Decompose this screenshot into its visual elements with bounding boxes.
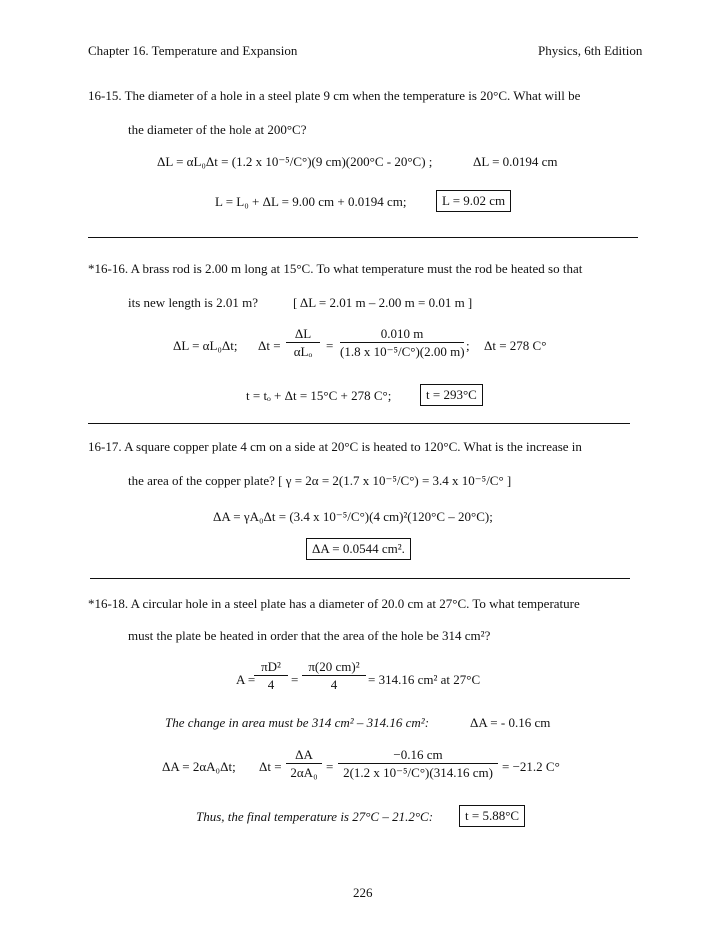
header-book: Physics, 6th Edition <box>538 43 643 58</box>
fraction-numerator: 0.010 m <box>340 327 464 343</box>
fraction-denominator: 4 <box>330 677 338 692</box>
change-text: The change in area must be 314 cm² – 314.16 cm²: <box>165 715 430 730</box>
problem-16-18-fraction-dt-numeric <box>338 748 498 779</box>
problem-16-16-line2: its new length is 2.01 m? <box>128 295 258 310</box>
problem-16-18-change-result: ΔA = - 0.16 cm <box>470 715 551 730</box>
fraction-denominator: (1.8 x 10⁻⁵/C°)(2.00 m) <box>340 344 465 359</box>
equals-sign: = <box>326 338 334 353</box>
problem-16-15-answer: L = 9.02 cm <box>436 190 511 212</box>
fraction-denominator: 4 <box>267 677 275 692</box>
problem-16-17-equation: ΔA = γA₀Δt = (3.4 x 10⁻⁵/C°)(4 cm)²(120°C – 20°C); <box>213 509 493 524</box>
header-chapter: Chapter 16. Temperature and Expansion <box>88 43 298 58</box>
divider-2 <box>88 423 630 424</box>
fraction-denominator: 2αA₀ <box>290 765 318 780</box>
problem-16-18-fraction-symbolic <box>254 660 288 691</box>
equals-sign: = <box>291 672 299 687</box>
fraction-numerator: π(20 cm)² <box>302 660 366 676</box>
fraction-denominator: 2(1.2 x 10⁻⁵/C°)(314.16 cm) <box>343 765 493 780</box>
problem-16-18-area-lhs: A = <box>236 672 256 687</box>
problem-16-15-equation: ΔL = αL₀Δt = (1.2 x 10⁻⁵/C°)(9 cm)(200°C - 20°C) ; <box>157 154 433 169</box>
problem-16-16-temperature-equation: t = tₒ + Δt = 15°C + 278 C°; <box>246 388 392 403</box>
problem-16-15-length-equation: L = L₀ + ΔL = 9.00 cm + 0.0194 cm; <box>215 194 407 209</box>
fraction-numerator: πD² <box>254 660 288 676</box>
problem-16-18-area-result: = 314.16 cm² at 27°C <box>368 672 481 687</box>
problem-16-18-fraction-numeric <box>302 660 366 691</box>
problem-16-16-line1: *16-16. A brass rod is 2.00 m long at 15°C. To what temperature must the rod be heated so that <box>88 261 583 276</box>
problem-16-16-delta-t: Δt = 278 C° <box>484 338 547 353</box>
problem-16-17-answer: ΔA = 0.0544 cm². <box>306 538 411 560</box>
fraction-numerator: ΔL <box>286 327 320 343</box>
problem-16-16-equation: ΔL = αL₀Δt; <box>173 338 238 353</box>
page-number: 226 <box>353 885 373 900</box>
problem-16-17-line2: the area of the copper plate? [ γ = 2α = 2(1.7 x 10⁻⁵/C°) = 3.4 x 10⁻⁵/C° ] <box>128 473 512 488</box>
problem-16-18-answer: t = 5.88°C <box>459 805 525 827</box>
problem-16-18-fraction-dt-symbolic <box>286 748 322 779</box>
final-text: Thus, the final temperature is 27°C – 21.2°C: <box>196 809 434 824</box>
divider-1 <box>88 237 638 238</box>
problem-16-16-dt-lhs: Δt = <box>258 338 281 353</box>
equals-sign: = <box>326 759 334 774</box>
problem-16-16-answer: t = 293°C <box>420 384 483 406</box>
fraction-numerator: −0.16 cm <box>338 748 498 764</box>
problem-16-18-final-statement <box>196 810 433 823</box>
fraction-denominator: αLₒ <box>293 344 313 359</box>
problem-16-18-change-statement <box>165 716 429 729</box>
divider-3 <box>90 578 630 579</box>
problem-16-17-line1: 16-17. A square copper plate 4 cm on a side at 20°C is heated to 120°C. What is the increase in <box>88 439 582 454</box>
fraction-numerator: ΔA <box>286 748 322 764</box>
problem-16-18-line1: *16-18. A circular hole in a steel plate has a diameter of 20.0 cm at 27°C. To what temperature <box>88 596 580 611</box>
semicolon: ; <box>466 338 470 353</box>
problem-16-16-note: [ ΔL = 2.01 m – 2.00 m = 0.01 m ] <box>293 295 473 310</box>
problem-16-15-line1: 16-15. The diameter of a hole in a steel plate 9 cm when the temperature is 20°C. What will be <box>88 88 581 103</box>
problem-16-18-dt-lhs: Δt = <box>259 759 282 774</box>
problem-16-18-line2: must the plate be heated in order that the area of the hole be 314 cm²? <box>128 628 491 643</box>
problem-16-15-line2: the diameter of the hole at 200°C? <box>128 122 307 137</box>
problem-16-15-delta-l: ΔL = 0.0194 cm <box>473 154 558 169</box>
problem-16-18-area-equation: ΔA = 2αA₀Δt; <box>162 759 236 774</box>
problem-16-16-fraction-symbolic <box>286 327 320 358</box>
problem-16-16-fraction-numeric <box>340 327 464 358</box>
problem-16-18-dt-result: = −21.2 C° <box>502 759 560 774</box>
